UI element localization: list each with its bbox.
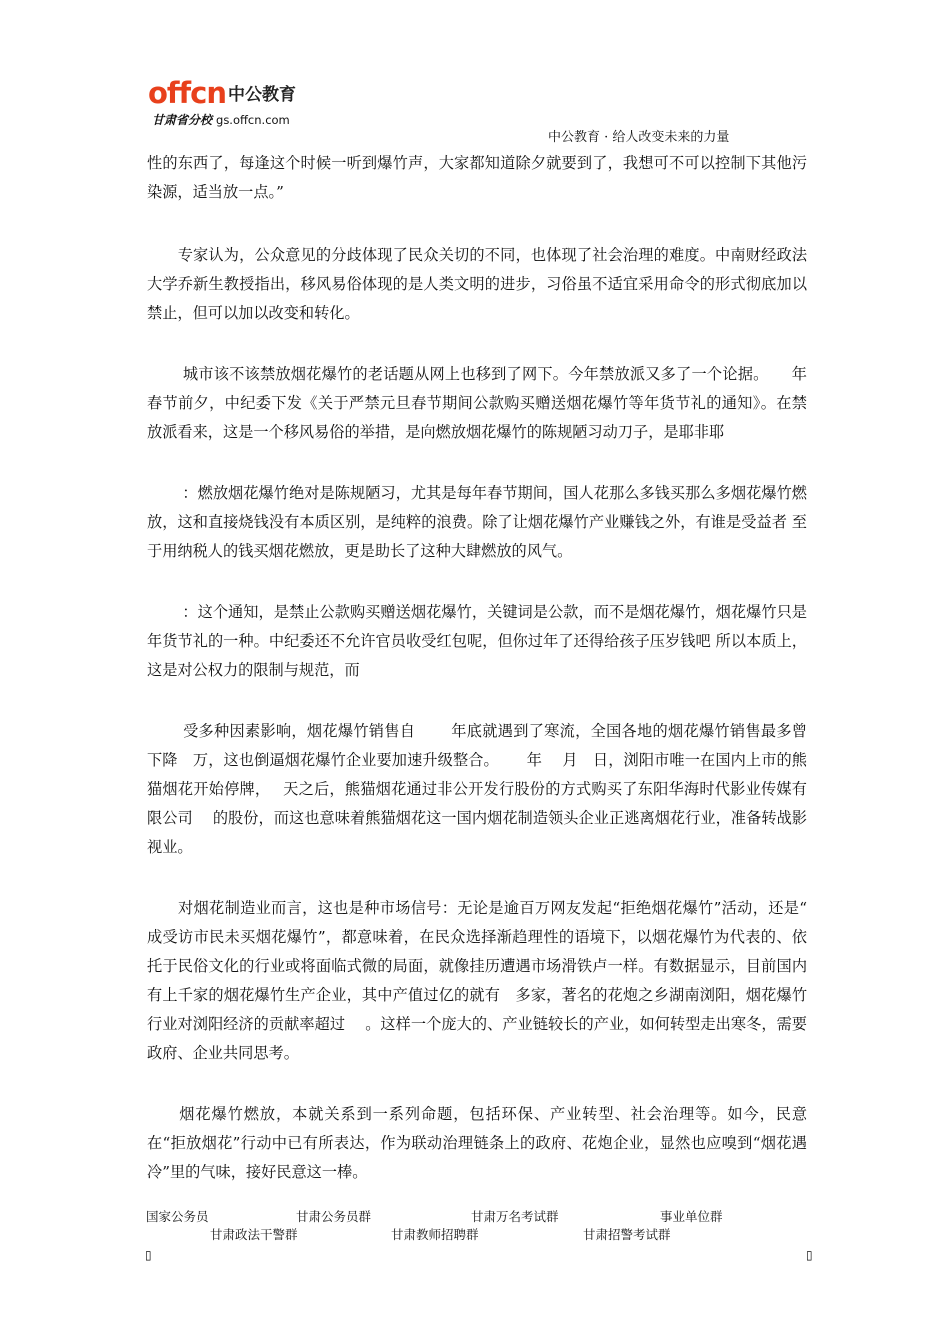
paragraph: 烟花爆竹燃放，本就关系到一系列命题，包括环保、产业转型、社会治理等。如今，民意在“拒放烟花”行动中已有所表达，作为联动治理链条上的政府、花炮企业，显然也应嗅到“烟花遇冷”里的气味，接好民意这一棒。 [147, 1105, 807, 1181]
paragraph: 专家认为，公众意见的分歧体现了民众关切的不同，也体现了社会治理的难度。中南财经政法大学乔新生教授指出，移风易俗体现的是人类文明的进步，习俗虽不适宜采用命令的形式彻底加以禁止，但可以加以改变和转化。 [147, 246, 807, 322]
logo-offcn-text: offcn [148, 76, 226, 110]
footer-link-gansu-civil-servant-group[interactable]: 甘肃公务员群 [296, 1209, 372, 1224]
footer-mark-right: ▯ [806, 1248, 813, 1262]
footer-link-public-institution-group[interactable]: 事业单位群 [660, 1209, 723, 1224]
article-body [147, 149, 823, 1219]
paragraph: ：这个通知，是禁止公款购买赠送烟花爆竹，关键词是公款，而不是烟花爆竹，烟花爆竹只是年货节礼的一种。中纪委还不允许官员收受红包呢，但你过年了还得给孩子压岁钱吧 所以本质上，这是对公权力的限制与规范，而 [147, 603, 807, 679]
footer-link-gansu-exam-group[interactable]: 甘肃万名考试群 [471, 1209, 559, 1224]
paragraph: 性的东西了，每逢这个时候一听到爆竹声，大家都知道除夕就要到了，我想可不可以控制下其他污染源，适当放一点。” [147, 154, 807, 201]
footer-link-teacher-recruitment-group[interactable]: 甘肃教师招聘群 [391, 1227, 479, 1242]
offcn-logo [148, 78, 318, 128]
paragraph: ：燃放烟花爆竹绝对是陈规陋习，尤其是每年春节期间，国人花那么多钱买那么多烟花爆竹燃放，这和直接烧钱没有本质区别，是纯粹的浪费。除了让烟花爆竹产业赚钱之外，有谁是受益者 至于用纳税人的钱买烟花燃放，更是助长了这种大肆燃放的风气。 [147, 484, 807, 560]
footer-link-national-civil-servant[interactable]: 国家公务员 [146, 1209, 209, 1224]
branch-name: 甘肃省分校 [152, 113, 213, 127]
logo-wordmark [148, 78, 296, 108]
footer-link-police-academy-group[interactable]: 甘肃政法干警群 [210, 1227, 298, 1242]
paragraph: 城市该不该禁放烟花爆竹的老话题从网上也移到了网下。今年禁放派又多了一个论据。 年春节前夕，中纪委下发《关于严禁元旦春节期间公款购买赠送烟花爆竹等年货节礼的通知》。在禁放派看来，这是一个移风易俗的举措，是向燃放烟花爆竹的陈规陋习动刀子，是耶非耶 [147, 365, 807, 441]
paragraph: 对烟花制造业而言，这也是种市场信号：无论是逾百万网友发起“拒绝烟花爆竹”活动，还是“ 成受访市民未买烟花爆竹”，都意味着，在民众选择渐趋理性的语境下，以烟花爆竹为代表的、依托于民俗文化的行业或将面临式微的局面，就像挂历遭遇市场滑铁卢一样。有数据显示，目前国内有上千家的烟花爆竹生产企业，其中产值过亿的就有 多家，著名的花炮之乡湖南浏阳，烟花爆竹行业对浏阳经济的贡献率超过 。这样一个庞大的、产业链较长的产业，如何转型走出寒冬，需要政府、企业共同思考。 [147, 899, 823, 1062]
logo-cn-text: 中公教育 [228, 85, 296, 105]
site-url: gs.offcn.com [216, 113, 290, 127]
footer-mark-left: ▯ [145, 1248, 152, 1262]
header-slogan: 中公教育 · 给人改变未来的力量 [548, 130, 730, 145]
paragraph: 受多种因素影响，烟花爆竹销售自 年底就遇到了寒流，全国各地的烟花爆竹销售最多曾下降 万，这也倒逼烟花爆竹企业要加速升级整合。 年 月 日，浏阳市唯一在国内上市的熊猫烟花开始停牌， 天之后，熊猫烟花通过非公开发行股份的方式购买了东阳华海时代影业传媒有限公司 的股份，而这也意味着熊猫烟花这一国内烟花制造领头企业正逃离烟花行业，准备转战影视业。 [147, 722, 807, 856]
logo-subline [152, 111, 290, 128]
footer-link-police-exam-group[interactable]: 甘肃招警考试群 [583, 1227, 671, 1242]
